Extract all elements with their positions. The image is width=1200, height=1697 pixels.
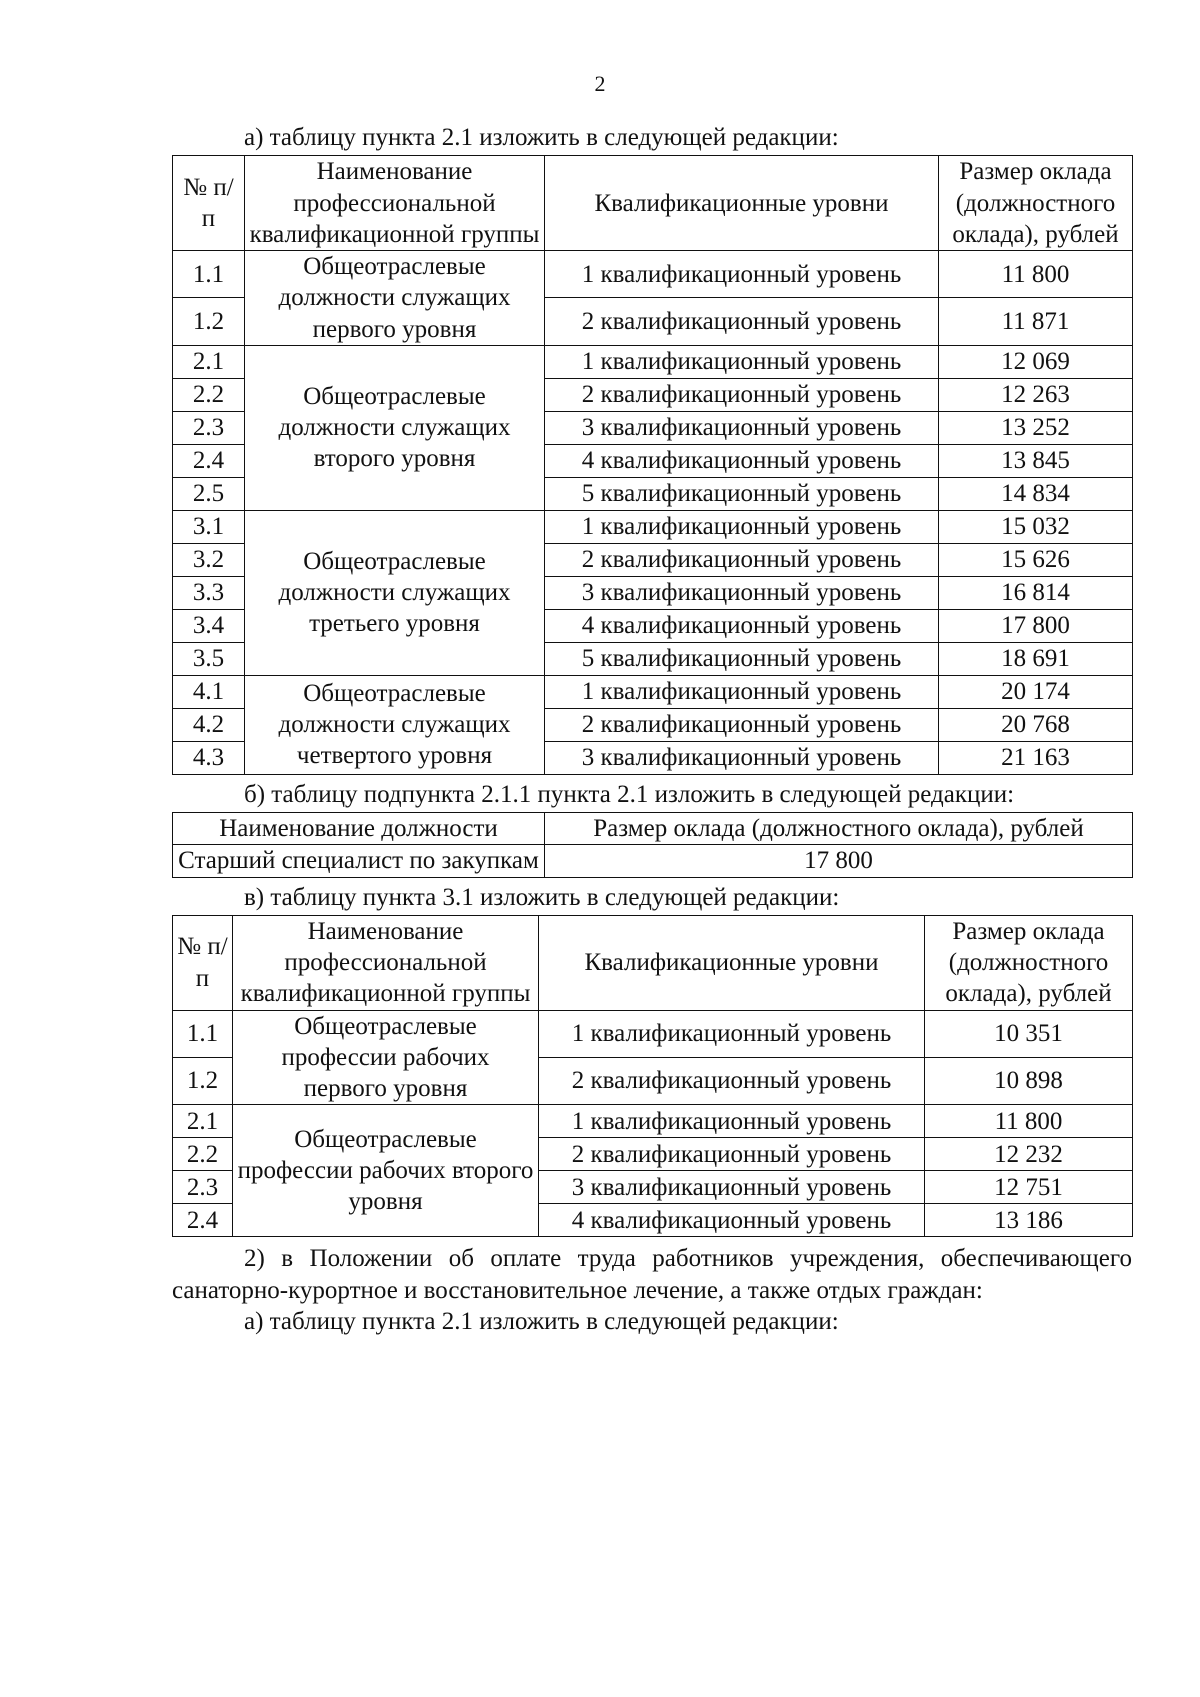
row-level: 2 квалификационный уровень [539, 1138, 925, 1171]
row-num: 1.1 [173, 251, 245, 298]
header-position: Наименование должности [173, 813, 545, 845]
row-salary: 17 800 [939, 609, 1133, 642]
table-row [173, 251, 1133, 298]
caption-table-2-1-second: а) таблицу пункта 2.1 изложить в следующей редакции: [244, 1307, 839, 1335]
row-num: 3.5 [173, 642, 245, 675]
group-name: Общеотраслевые должности служащих четвертого уровня [245, 675, 545, 774]
table-header-row [173, 156, 1133, 251]
row-salary: 12 751 [925, 1171, 1133, 1204]
row-num: 2.2 [173, 1138, 233, 1171]
row-salary: 15 626 [939, 543, 1133, 576]
header-num: № п/п [173, 915, 233, 1010]
row-num: 2.1 [173, 1105, 233, 1138]
row-salary: 11 871 [939, 298, 1133, 345]
row-level: 2 квалификационный уровень [545, 378, 939, 411]
row-salary: 12 069 [939, 345, 1133, 378]
header-salary: Размер оклада (должностного оклада), рублей [545, 813, 1133, 845]
document-body [172, 122, 1132, 1339]
row-num: 2.1 [173, 345, 245, 378]
row-level: 3 квалификационный уровень [545, 576, 939, 609]
table-header-row [173, 915, 1133, 1010]
row-num: 1.2 [173, 1057, 233, 1104]
row-level: 4 квалификационный уровень [545, 444, 939, 477]
row-level: 1 квалификационный уровень [539, 1105, 925, 1138]
table-row [173, 345, 1133, 378]
position-salary: 17 800 [545, 845, 1133, 877]
header-salary: Размер оклада (должностного оклада), рублей [939, 156, 1133, 251]
row-num: 3.4 [173, 609, 245, 642]
table-row [173, 845, 1133, 877]
row-level: 2 квалификационный уровень [545, 543, 939, 576]
header-salary: Размер оклада (должностного оклада), рублей [925, 915, 1133, 1010]
row-num: 3.1 [173, 510, 245, 543]
table-row [173, 1105, 1133, 1138]
row-salary: 13 845 [939, 444, 1133, 477]
row-salary: 13 252 [939, 411, 1133, 444]
row-salary: 18 691 [939, 642, 1133, 675]
row-salary: 10 351 [925, 1010, 1133, 1057]
row-level: 5 квалификационный уровень [545, 477, 939, 510]
header-group: Наименование профессиональной квалификационной группы [233, 915, 539, 1010]
group-name: Общеотраслевые профессии рабочих первого уровня [233, 1010, 539, 1105]
row-num: 4.3 [173, 741, 245, 774]
row-level: 3 квалификационный уровень [545, 411, 939, 444]
row-salary: 13 186 [925, 1204, 1133, 1237]
group-name: Общеотраслевые должности служащих первого уровня [245, 251, 545, 346]
header-num: № п/п [173, 156, 245, 251]
row-level: 3 квалификационный уровень [545, 741, 939, 774]
row-salary: 12 232 [925, 1138, 1133, 1171]
salary-table-employees [172, 155, 1133, 775]
row-num: 4.1 [173, 675, 245, 708]
row-num: 2.3 [173, 1171, 233, 1204]
row-salary: 12 263 [939, 378, 1133, 411]
row-num: 2.3 [173, 411, 245, 444]
row-num: 2.4 [173, 1204, 233, 1237]
row-num: 3.3 [173, 576, 245, 609]
row-salary: 16 814 [939, 576, 1133, 609]
page-number: 2 [594, 71, 606, 96]
header-group: Наименование профессиональной квалификационной группы [245, 156, 545, 251]
row-num: 1.1 [173, 1010, 233, 1057]
salary-table-position [172, 812, 1133, 878]
header-levels: Квалификационные уровни [545, 156, 939, 251]
row-num: 1.2 [173, 298, 245, 345]
group-name: Общеотраслевые профессии рабочих второго уровня [233, 1105, 539, 1237]
row-salary: 14 834 [939, 477, 1133, 510]
row-level: 2 квалификационный уровень [539, 1057, 925, 1104]
row-level: 5 квалификационный уровень [545, 642, 939, 675]
row-num: 2.5 [173, 477, 245, 510]
row-level: 1 квалификационный уровень [545, 675, 939, 708]
paragraph-2: 2) в Положении об оплате труда работников учреждения, обеспечивающего санаторно-курортное и восстановительное лечение, а также отдых граждан: [172, 1245, 1132, 1304]
row-num: 2.4 [173, 444, 245, 477]
row-num: 4.2 [173, 708, 245, 741]
row-level: 1 квалификационный уровень [539, 1010, 925, 1057]
table-row [173, 510, 1133, 543]
row-num: 2.2 [173, 378, 245, 411]
row-level: 4 квалификационный уровень [545, 609, 939, 642]
row-level: 1 квалификационный уровень [545, 510, 939, 543]
table-row [173, 1010, 1133, 1057]
row-salary: 21 163 [939, 741, 1133, 774]
salary-table-workers [172, 915, 1133, 1238]
row-level: 1 квалификационный уровень [545, 345, 939, 378]
row-salary: 20 174 [939, 675, 1133, 708]
table-row [173, 675, 1133, 708]
row-num: 3.2 [173, 543, 245, 576]
row-salary: 20 768 [939, 708, 1133, 741]
row-level: 4 квалификационный уровень [539, 1204, 925, 1237]
group-name: Общеотраслевые должности служащих второго уровня [245, 345, 545, 510]
row-level: 3 квалификационный уровень [539, 1171, 925, 1204]
caption-table-2-1: а) таблицу пункта 2.1 изложить в следующей редакции: [244, 124, 839, 151]
caption-table-3-1: в) таблицу пункта 3.1 изложить в следующей редакции: [244, 883, 840, 911]
row-salary: 11 800 [939, 251, 1133, 298]
group-name: Общеотраслевые должности служащих третьего уровня [245, 510, 545, 675]
position-name: Старший специалист по закупкам [173, 845, 545, 877]
row-level: 2 квалификационный уровень [545, 298, 939, 345]
row-salary: 11 800 [925, 1105, 1133, 1138]
header-levels: Квалификационные уровни [539, 915, 925, 1010]
row-salary: 10 898 [925, 1057, 1133, 1104]
row-level: 2 квалификационный уровень [545, 708, 939, 741]
caption-table-2-1-1: б) таблицу подпункта 2.1.1 пункта 2.1 изложить в следующей редакции: [244, 780, 1015, 808]
row-level: 1 квалификационный уровень [545, 251, 939, 298]
table-header-row [173, 813, 1133, 845]
row-salary: 15 032 [939, 510, 1133, 543]
